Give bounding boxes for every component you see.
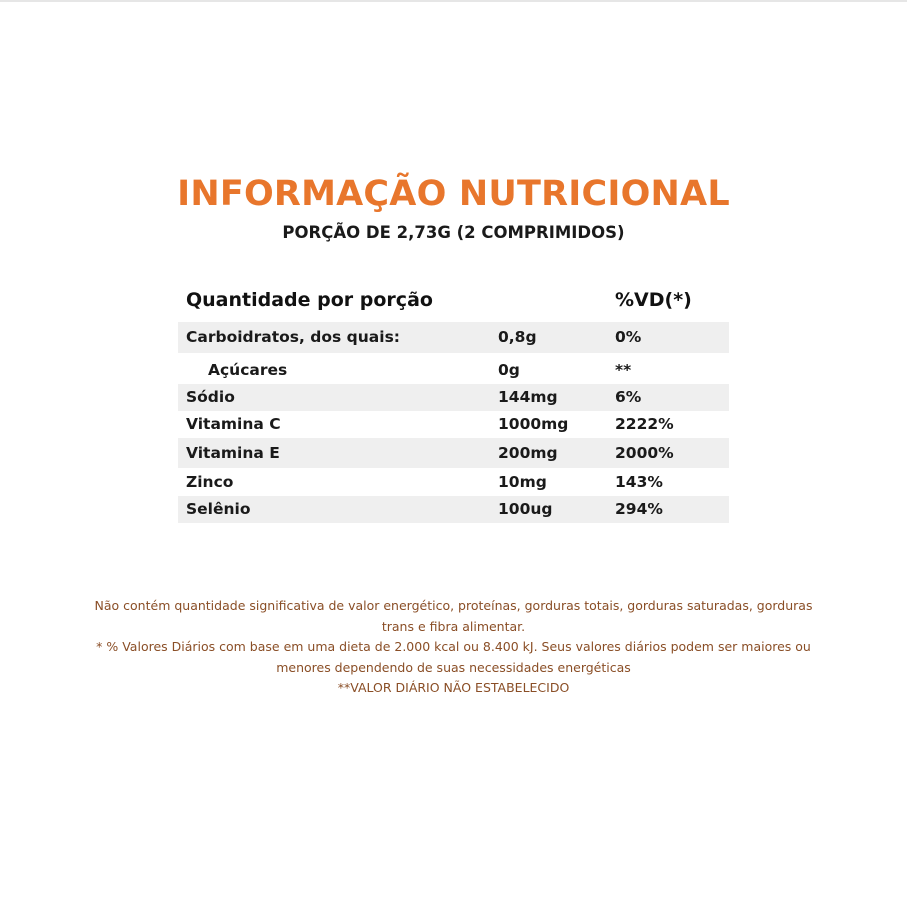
footnote-line: trans e fibra alimentar. xyxy=(381,618,526,634)
nutrient-daily-value: 143% xyxy=(615,473,663,491)
nutrient-name: Vitamina C xyxy=(186,415,281,433)
nutrient-name: Vitamina E xyxy=(186,444,280,462)
serving-size: PORÇÃO DE 2,73G (2 COMPRIMIDOS) xyxy=(282,223,625,242)
top-border xyxy=(0,0,907,2)
nutrient-name: Sódio xyxy=(186,388,235,406)
nutrient-daily-value: 2000% xyxy=(615,444,674,462)
nutrient-quantity: 1000mg xyxy=(498,415,569,433)
table-row xyxy=(178,322,729,353)
nutrient-name: Zinco xyxy=(186,473,234,491)
nutrient-quantity: 100ug xyxy=(498,500,553,518)
nutrient-daily-value: 2222% xyxy=(615,415,674,433)
table-row xyxy=(178,384,729,411)
page-title: INFORMAÇÃO NUTRICIONAL xyxy=(177,174,730,214)
nutrient-name: Açúcares xyxy=(208,361,288,379)
footnote-line: * % Valores Diários com base em uma dieta de 2.000 kcal ou 8.400 kJ. Seus valores diários podem ser maiores ou xyxy=(96,639,811,654)
footnote-line: Não contém quantidade significativa de valor energético, proteínas, gorduras totais, gorduras saturadas, gorduras xyxy=(94,598,813,613)
nutrient-quantity: 0,8g xyxy=(498,328,537,346)
nutrient-quantity: 200mg xyxy=(498,444,558,462)
nutrient-name: Selênio xyxy=(186,500,251,518)
table-row xyxy=(178,468,729,496)
table-row xyxy=(178,353,729,384)
header-quantity: Quantidade por porção xyxy=(186,289,433,311)
table-row xyxy=(178,411,729,438)
table-row xyxy=(178,438,729,468)
nutrient-quantity: 0g xyxy=(498,361,520,379)
header-daily-value: %VD(*) xyxy=(615,289,692,311)
nutrient-quantity: 10mg xyxy=(498,473,547,491)
table-row xyxy=(178,496,729,523)
footnotes xyxy=(60,596,847,699)
nutrition-table xyxy=(178,286,729,523)
nutrient-name: Carboidratos, dos quais: xyxy=(186,328,400,346)
nutrient-quantity: 144mg xyxy=(498,388,558,406)
nutrient-daily-value: 294% xyxy=(615,500,663,518)
footnote-line: menores dependendo de suas necessidades energéticas xyxy=(276,659,631,675)
nutrient-daily-value: ** xyxy=(615,361,632,379)
nutrient-daily-value: 6% xyxy=(615,388,642,406)
nutrient-daily-value: 0% xyxy=(615,328,642,346)
table-header xyxy=(178,286,729,322)
footnote-line: **VALOR DIÁRIO NÃO ESTABELECIDO xyxy=(337,680,570,695)
